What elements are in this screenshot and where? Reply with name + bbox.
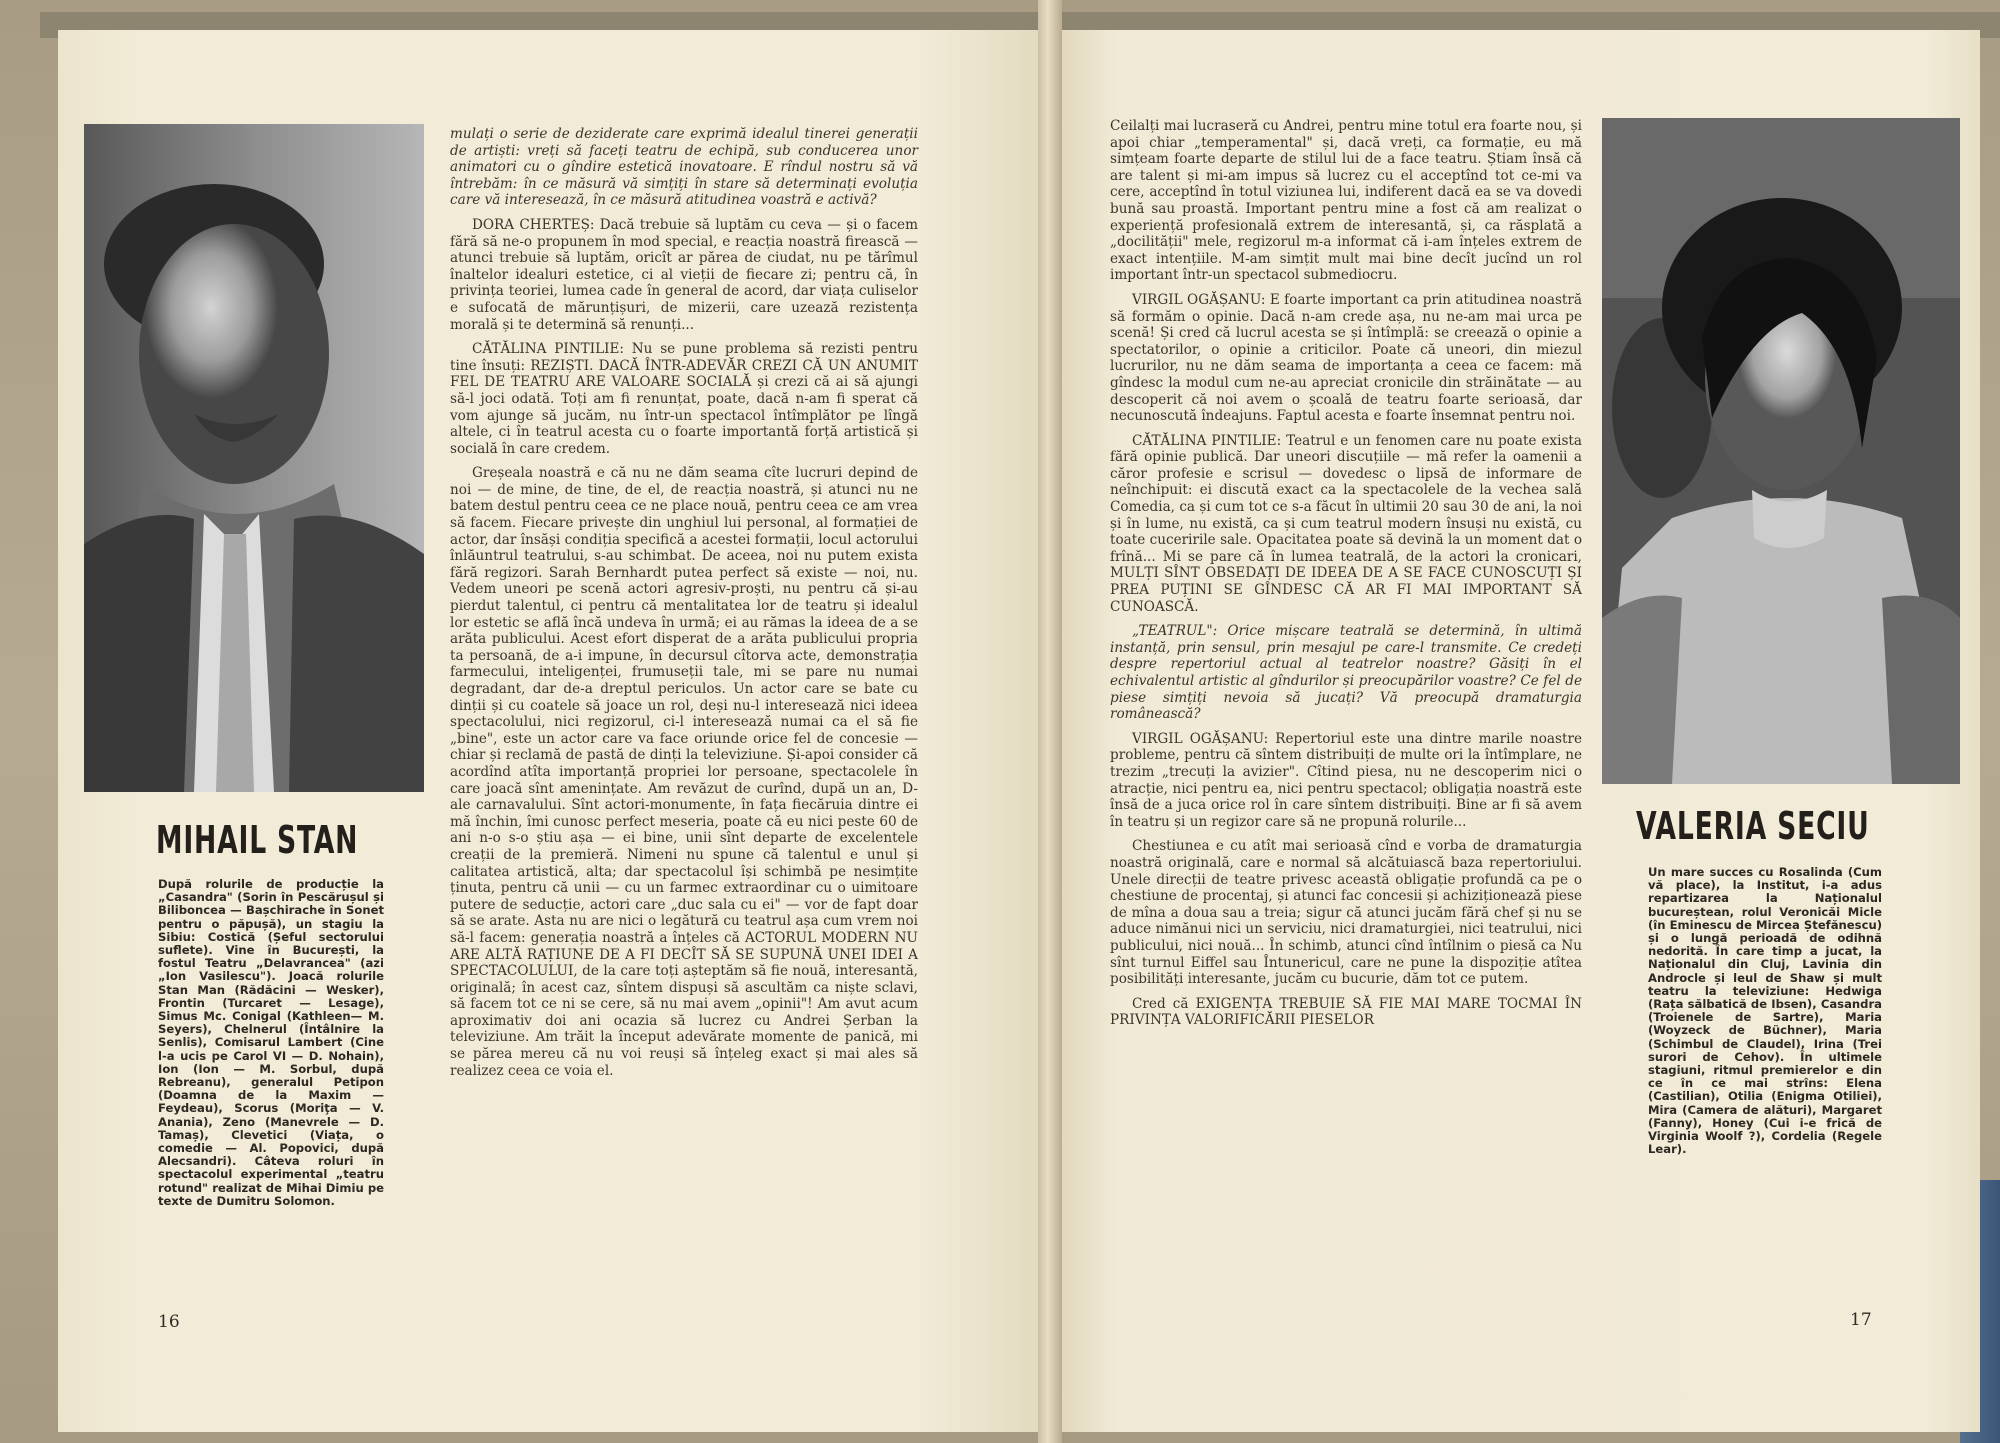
book-gutter xyxy=(1038,0,1062,1443)
bio-caption-left: După rolurile de producție la „Casandra" (Sorin în Pescărușul și Biliboncea — Bașchirache în Sonet pentru o păpușă), un stagiu la Sibiu: Costică (Șeful sectorului suflete). Vine în București, la fostul Teatru „Delavrancea" (azi „Ion Vasilescu"). Joacă rolurile Stan Man (Rădăcini — Wesker), Frontin (Turcaret — Lesage), Simus Mc. Conigal (Kathleen— M. Seyers), Chelnerul (Întâlnire la Senlis), Comisarul Lambert (Cine l-a ucis pe Carol VI — D. Nohain), Ion (Ion — M. Sorbul, după Rebreanu), generalul Petipon (Doamna de la Maxim — Feydeau), Scorus (Moriţa — V. Anania), Zeno (Manevrele — D. Tamaș), Clevetici (Viața, o comedie — Al. Popovici, după Alecsandri). Câteva roluri în spectacolul experimental „teatru rotund" realizat de Mihai Dimiu pe texte de Dumitru Solomon. xyxy=(158,877,384,1208)
portrait-image xyxy=(84,124,424,792)
page-number-right: 17 xyxy=(1850,1310,1872,1330)
article-paragraph: DORA CHERTEȘ: Dacă trebuie să luptăm cu ceva — și o facem fără să ne-o propunem în mod special, e reacția noastră firească — atunci trebuie să luptăm, oricît ar părea de ciudat, nu pe tărîmul înaltelor idealuri estetice, ci al vieții de fiecare zi; pentru că, în privința teoriei, lumea cade în general de acord, dar viața culiselor e sufocată de mărunțișuri, de mizerii, care uzează rezistența morală și te determină să renunți... xyxy=(450,216,918,333)
bio-caption-right: Un mare succes cu Rosalinda (Cum vă place), la Institut, i-a adus repartizarea la Naționalul bucureștean, rolul Veronicăi Micle (în Eminescu de Mircea Ștefănescu) și o lungă perioadă de odihnă nedorită. În care timp a jucat, la Naționalul din Cluj, Lavinia din Androcle și leul de Shaw și mult teatru la televiziune: Hedwiga (Rața sălbatică de Ibsen), Casandra (Troienele de Sartre), Maria (Woyzeck de Büchner), Maria (Schimbul de Claudel), Irina (Trei surori de Cehov). În ultimele stagiuni, ritmul premierelor e din ce în ce mai strîns: Elena (Castilian), Otilia (Enigma Otiliei), Mira (Camera de alături), Margaret (Fanny), Honey (Cui i-e frică de Virginia Woolf ?), Cordelia (Regele Lear). xyxy=(1648,865,1882,1157)
article-paragraph: CĂTĂLINA PINTILIE: Nu se pune problema să rezisti pentru tine însuți: REZIȘTI. DACĂ ÎNTR-ADEVĂR CREZI CĂ UN ANUMIT FEL DE TEATRU ARE VALOARE SOCIALĂ și crezi că ai să ajungi să-l joci odată. Toți am fi renunțat, poate, dacă n-am fi sperat că vom ajunge să jucăm, nu într-un spectacol întîmplător pe lîngă altele, ci în teatrul acesta cu o foarte importantă forță artistică și socială în care credem. xyxy=(450,341,918,457)
portrait-photo-valeria-seciu xyxy=(1602,118,1960,784)
article-paragraph: mulați o serie de deziderate care exprimă idealul tinerei generații de artiști: vreți să faceți teatru de echipă, sub conducerea unor animatori cu o gîndire estetică inovatoare. E rîndul nostru să vă întrebăm: în ce măsură vă simțiți în stare să determinați evoluția care vă interesează, în ce măsură atitudinea voastră e activă? xyxy=(450,126,918,209)
article-paragraph: „TEATRUL": Orice mișcare teatrală se determină, în ultimă instanță, prin sensul, prin mesajul pe care-l transmite. Ce credeți despre repertoriul actual al teatrelor noastre? Găsiți în el echivalentul artistic al gîndurilor și preocupărilor voastre? Ce fel de piese simțiți nevoia să jucați? Vă preocupă dramaturgia românească? xyxy=(1110,623,1582,723)
article-paragraph: CĂTĂLINA PINTILIE: Teatrul e un fenomen care nu poate exista fără opinie publică. Dar uneori discuțiile — mă refer la oamenii a căror profesie e scrisul — dovedesc o lipsă de informare de neînchipuit: ei discută exact ca la spectacolele de la vechea sală Comedia, ca și cum tot ce s-a făcut în ultimii 20 sau 30 de ani, la noi și în lume, nu există, ca și cum teatrul modern însuși nu există, cu toate cuceririle sale. Opacitatea poate să devină la un moment dat o frînă... Mi se pare că în lumea teatrală, de la actori la cronicari, MULȚI SÎNT OBSEDAȚI DE IDEEA DE A SE FACE CUNOSCUȚI ȘI PREA PUȚINI SE GÎNDESC CĂ AR FI MAI IMPORTANT SĂ CUNOASCĂ. xyxy=(1110,432,1582,615)
article-paragraph: VIRGIL OGĂȘANU: Repertoriul este una dintre marile noastre probleme, pentru că sîntem distribuiți de multe ori la întîmplare, ne trezim „trecuți la avizier". Cîtind piesa, nu ne descoperim nici o atracție, nici pentru ea, nici pentru spectacol; obligația noastră este însă de a juca orice rol în care sîntem distribuiți. Bine ar fi să avem în teatru și un regizor care să ne propună rolurile... xyxy=(1110,730,1582,830)
article-column-left xyxy=(450,126,918,1346)
article-paragraph: Ceilalți mai lucraseră cu Andrei, pentru mine totul era foarte nou, și apoi chiar „temperamental" și, dacă vreți, ca formație, eu mă simțeam foarte departe de stilul lui de a face teatru. Știam însă că are talent și mi-am impus să lucrez cu el acceptînd tot ce-mi va cere, acceptînd în totul viziunea lui, indiferent dacă ea se va dovedi bună sau proastă. Important pentru mine a fost că am realizat o experiență profesională extrem de interesantă, și, ca răsplată a „docilității" mele, regizorul m-a informat că i-am înțeles extrem de exact intențiile. M-am simțit mult mai bine decît jucînd un rol important într-un spectacol submediocru. xyxy=(1110,118,1582,284)
portrait-image xyxy=(1602,118,1960,784)
article-paragraph: Cred că EXIGENȚA TREBUIE SĂ FIE MAI MARE TOCMAI ÎN PRIVINȚA VALORIFICĂRII PIESELOR xyxy=(1110,995,1582,1029)
right-page xyxy=(1062,30,1980,1432)
article-column-right xyxy=(1110,118,1582,1298)
page-number-left: 16 xyxy=(158,1312,180,1332)
article-paragraph: Greșeala noastră e că nu ne dăm seama cîte lucruri depind de noi — de mine, de tine, de el, de reacția noastră, și atunci nu ne batem destul pentru ceea ce ne place nouă, pentru ceea ce am vrea să facem. Fiecare privește din unghiul lui personal, al formației de actor, dar însăși condiția specifică a acestei formații, locul actorului înlăuntrul teatrului, s-au schimbat. De aceea, noi nu putem exista fără regizori. Sarah Bernhardt putea perfect să existe — noi, nu. Vedem uneori pe scenă actori agresiv-proști, nu pentru că și-au pierdut talentul, ci pentru că mentalitatea lor de teatru și idealul lor estetic se află încă undeva în urmă; ei au rămas la ideea de a se arăta publicului. Acest efort disperat de a arăta publicului propria ta persoană, de a-i impune, în decursul cîtorva acte, demonstrația farmecului, inteligenței, frumuseții tale, mi se pare nu numai degradant, dar de-a dreptul periculos. Un actor care se bate cu dinții și cu coatele să joace un rol, deși nu-l interesează nici ideea spectacolului, nici regizorul, ci-l interesează numai ca el să fie „bine", este un actor care va face oriunde orice fel de concesie — chiar și reclamă de pastă de dinți la televiziune. Și-apoi consider că acordînd atîta importanță propriei lor persoane, spectacolele în care joacă sînt amenințate. Am revăzut de curînd, după un an, D-ale carnavalului. Sînt actori-monumente, în fața fiecăruia dintre ei mă închin, îmi cunosc perfect meseria, poate că eu nici peste 60 de ani n-o s-o știu așa — ei bine, unii sînt departe de excelentele creații de la premieră. Nimeni nu spune că talentul e unul și calitatea artistică, alta; dar spectacolul își schimbă pe nesimțite ținuta, pentru că unii — cu un farmec extraordinar cu o uimitoare putere de seducție, actori care „duc sala cu ei" — vor de fapt doar să se arate. Asta nu are nici o legătură cu teatrul așa cum vrem noi să-l facem: generația noastră a înțeles că ACTORUL MODERN NU ARE ALTĂ RAȚIUNE DE A FI DECÎT SĂ SE SUPUNĂ UNEI IDEI A SPECTACOLULUI, de la care toți așteptăm să fie nouă, interesantă, originală; în acest caz, sîntem dispuși să ascultăm ca niște sclavi, să facem tot ce ni se cere, să nu mai avem „opinii"! Am avut acum aproximativ doi ani ocazia să lucrez cu Andrei Șerban la televiziune. Am trăit la început adevărate momente de panică, mi se părea mereu că nu voi reuși să înțeleg exact și mai ales să realizez ceea ce voia el. xyxy=(450,465,918,1079)
portrait-photo-mihail-stan xyxy=(84,124,424,792)
person-name-right: VALERIA SECIU xyxy=(1636,804,1870,848)
person-name-left: MIHAIL STAN xyxy=(156,818,359,862)
article-paragraph: VIRGIL OGĂȘANU: E foarte important ca prin atitudinea noastră să formăm o opinie. Dacă n-am crede așa, nu ne-am mai urca pe scenă! Și cred că lucrul acesta se și întîmplă: se creează o opinie a spectatorilor, o opinie a criticilor. Poate că uneori, din miezul lucrurilor, nu ne dăm seama de importanța a ceea ce facem: mă gîndesc la modul cum ne-au apreciat cronicile din străinătate — au descoperit că noi avem o școală de teatru foarte serioasă, dar necunoscută îndeajuns. Faptul acesta e foarte însemnat pentru noi. xyxy=(1110,291,1582,425)
article-paragraph: Chestiunea e cu atît mai serioasă cînd e vorba de dramaturgia noastră originală, care e normal să alcătuiască baza repertoriului. Unele direcții de teatre privesc această obligație profundă ca pe o chestiune de procentaj, și atunci fac concesii și achiziționează piese de mîna a doua sau a treia; sigur că atunci jucăm fără chef și nu se aduce nimănui nici un serviciu, nici dramaturgiei, nici teatrului, nici publicului, nici nouă... În schimb, atunci cînd întîlnim o piesă ca Nu sînt turnul Eiffel sau Întunericul, care ne pune la dispoziție atîtea posibilități interesante, jucăm cu bucurie, dăm tot ce putem. xyxy=(1110,838,1582,988)
left-page xyxy=(58,30,1038,1432)
